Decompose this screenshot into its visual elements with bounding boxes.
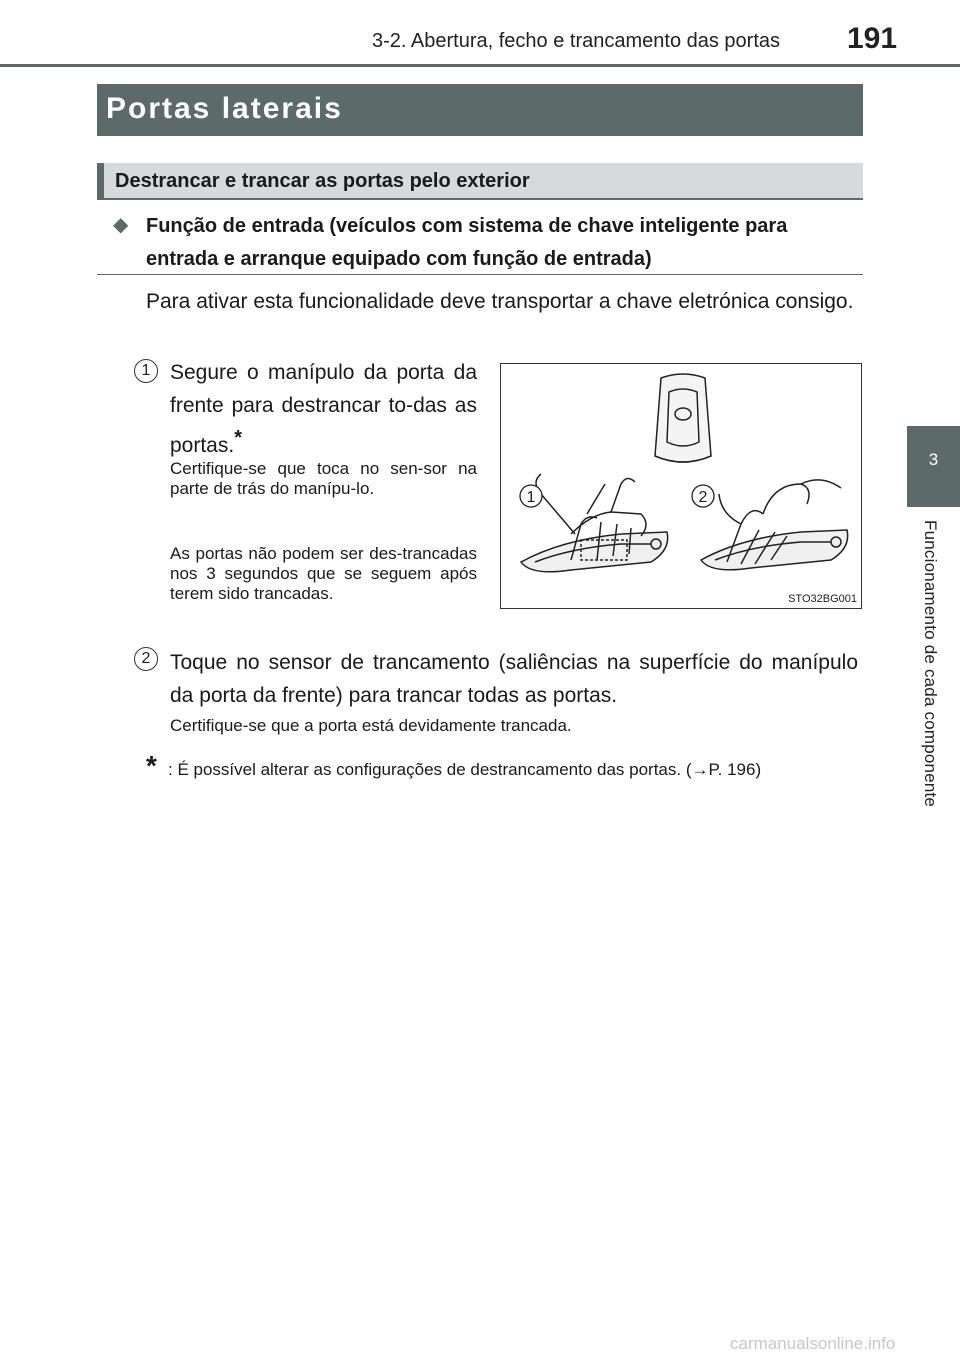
step-2-number: 2 [134,647,158,671]
step-1-text [170,356,477,462]
header-rule [0,64,960,67]
figure-callout-2-label: 2 [698,489,708,506]
chapter-tab[interactable] [907,426,960,507]
step-2-note-1: Certifique-se que a porta está devidamente trancada. [170,716,572,735]
right-door-handle-icon [698,480,848,570]
function-title: Função de entrada (veículos com sistema de chave inteligente para entrada e arranque equipado com função de entrada) [146,215,788,270]
subheading-bar [97,163,863,200]
figure-code: STO32BG001 [788,593,857,605]
page-title: Portas laterais [106,92,343,125]
subheading: Destrancar e trancar as portas pelo exterior [115,170,530,192]
chapter-number: 3 [928,450,939,469]
function-title-rule [97,274,863,275]
header-section-title: 3-2. Abertura, fecho e trancamento das portas [372,30,781,52]
smart-key-icon [655,374,711,462]
step-1-footnote-mark: * [234,427,242,449]
step-1-note-2: As portas não podem ser des-trancadas nos 3 segundos que se seguem após terem sido trancadas. [170,544,477,603]
figure-callout-2 [692,485,714,507]
figure-callout-1-label: 1 [526,489,536,506]
intro-text: Para ativar esta funcionalidade deve transportar a chave eletrónica consigo. [146,290,854,313]
step-1-note-1: Certifique-se que toca no sen-sor na parte de trás do manípu-lo. [170,459,477,498]
step-1-number: 1 [134,359,158,383]
door-handle-illustration [501,364,861,608]
door-handle-figure [500,363,862,609]
footnote-text: : É possível alterar as configurações de destrancamento das portas. (→P. 196) [168,760,762,779]
subheading-accent [97,163,104,200]
step-2-text: Toque no sensor de trancamento (saliências na superfície do manípulo da porta da frente) para trancar todas as portas. [170,651,858,707]
footnote-mark: * [146,750,157,781]
chapter-title: Funcionamento de cada componente [921,520,940,808]
figure-callout-1 [520,485,542,507]
page-title-bar [97,84,863,136]
watermark: carmanualsonline.info [730,1334,896,1353]
step-1-body: Segure o manípulo da porta da frente para destrancar to-das as portas. [170,361,477,457]
left-door-handle-icon [521,474,668,572]
diamond-bullet-icon: ◆ [113,214,129,236]
page-number: 191 [847,22,898,55]
